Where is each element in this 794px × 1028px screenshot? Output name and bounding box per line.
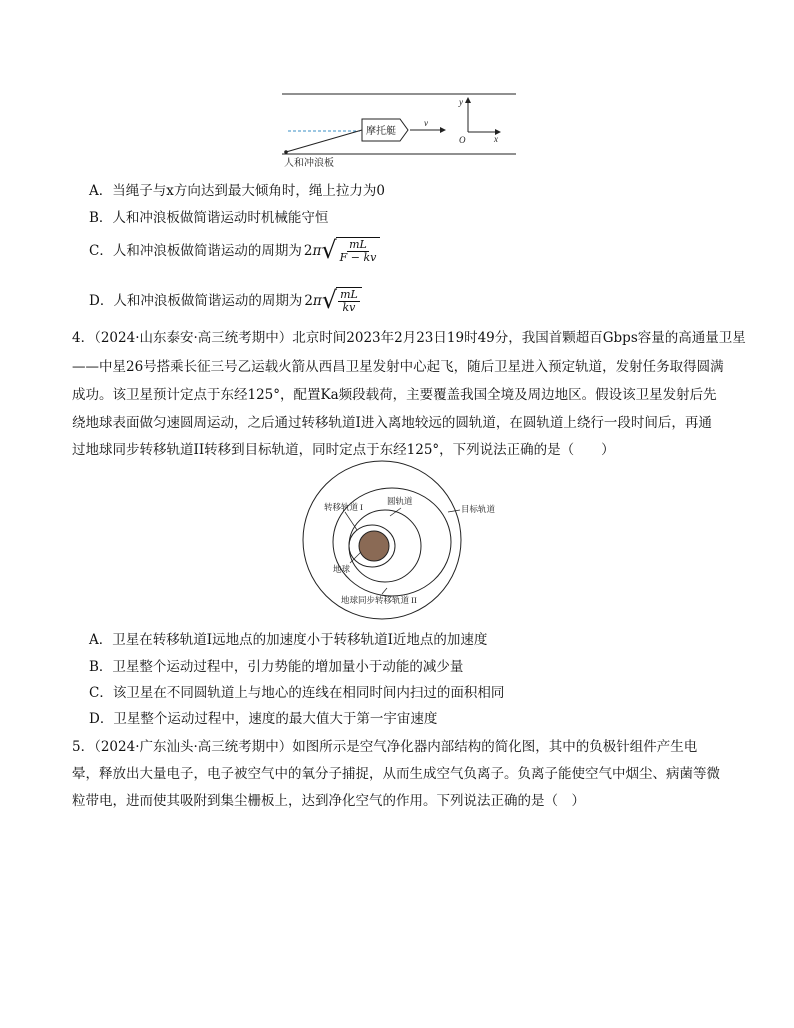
q3-option-d-pi: π (312, 292, 322, 309)
q4-option-b: B．卫星整个运动过程中，引力势能的增加量小于动能的减少量 (89, 659, 464, 675)
circular-leader (390, 508, 401, 516)
transfer2-leader (382, 588, 387, 594)
y-axis-label: y (459, 97, 463, 107)
circular-label: 圆轨道 (387, 496, 413, 506)
transfer1-leader (345, 512, 357, 530)
q3-option-b: B．人和冲浪板做简谐运动时机械能守恒 (89, 210, 329, 226)
q3-option-d-coef: 2 (304, 292, 313, 309)
q3-option-d-sqrt: √ $\frac{mL}{kv}$ (322, 287, 362, 314)
q3-option-d-text: D．人和冲浪板做简谐运动的周期为 (89, 292, 303, 309)
surfer-point (284, 150, 288, 154)
earth-label: 地球 (333, 564, 351, 574)
q3-option-c-denominator: F − kv (339, 251, 377, 264)
q3-option-d (89, 287, 362, 314)
q5-stem-line3: 粒带电，进而使其吸附到集尘栅板上，达到净化空气的作用。下列说法正确的是（ ） (72, 793, 585, 809)
x-axis-label: x (494, 134, 498, 144)
q4-option-d: D．卫星整个运动过程中，速度的最大值大于第一宇宙速度 (89, 711, 438, 727)
q3-option-d-denominator: kv (342, 301, 356, 314)
q4-stem-line4: 绕地球表面做匀速圆周运动，之后通过转移轨道I进入离地较远的圆轨道，在圆轨道上绕行一段时间后，再通 (72, 415, 712, 431)
q4-option-c: C．该卫星在不同圆轨道上与地心的连线在相同时间内扫过的面积相同 (89, 685, 505, 701)
q4-stem-line1: 4．（2024·山东泰安·高三统考期中）北京时间2023年2月23日19时49分，我国首颗超百Gbps容量的高通量卫星 (72, 330, 746, 346)
boat-figure (278, 90, 518, 170)
q3-option-c-sqrt: √ $\frac{mL}{F - kv}$ (321, 237, 380, 264)
surfer-label: 人和冲浪板 (284, 158, 334, 169)
q3-option-a: A．当绳子与x方向达到最大倾角时，绳上拉力为0 (89, 183, 385, 199)
q4-stem-line3: 成功。该卫星预计定点于东经125°，配置Ka频段载荷，主要覆盖我国全境及周边地区。假设该卫星发射后先 (72, 387, 717, 403)
earth (359, 531, 389, 561)
q4-stem-line5: 过地球同步转移轨道II转移到目标轨道，同时定点于东经125°，下列说法正确的是（ ） (72, 442, 615, 458)
transfer1-label: 转移轨道 I (324, 502, 363, 512)
transfer2-label: 地球同步转移轨道 II (341, 595, 417, 605)
q3-option-c-text: C．人和冲浪板做简谐运动的周期为 (89, 242, 302, 259)
target-leader (448, 510, 460, 512)
q3-option-c-coef: 2 (303, 242, 313, 259)
earth-leader (350, 552, 361, 563)
target-label: 目标轨道 (461, 504, 496, 514)
q5-stem-line1: 5．（2024·广东汕头·高三统考期中）如图所示是空气净化器内部结构的简化图，其中的负极针组件产生电 (72, 739, 698, 755)
q4-stem-line2: ——中星26号搭乘长征三号乙运载火箭从西昌卫星发射中心起飞，随后卫星进入预定轨道，发射任务取得圆满 (72, 359, 724, 375)
origin-label: O (459, 135, 466, 145)
q4-option-a: A．卫星在转移轨道I远地点的加速度小于转移轨道I近地点的加速度 (89, 632, 488, 648)
q3-option-c-numerator: mL (349, 238, 367, 251)
q3-option-c-pi: π (312, 242, 322, 259)
orbit-figure (285, 460, 515, 625)
boat-label: 摩托艇 (366, 126, 396, 137)
q5-stem-line2: 晕，释放出大量电子，电子被空气中的氧分子捕捉，从而生成空气负离子。负离子能使空气中烟尘、病菌等微 (72, 766, 720, 782)
velocity-label: v (424, 118, 428, 128)
q3-option-c (89, 237, 380, 264)
q3-option-d-numerator: mL (340, 288, 358, 301)
tow-rope (286, 130, 362, 152)
